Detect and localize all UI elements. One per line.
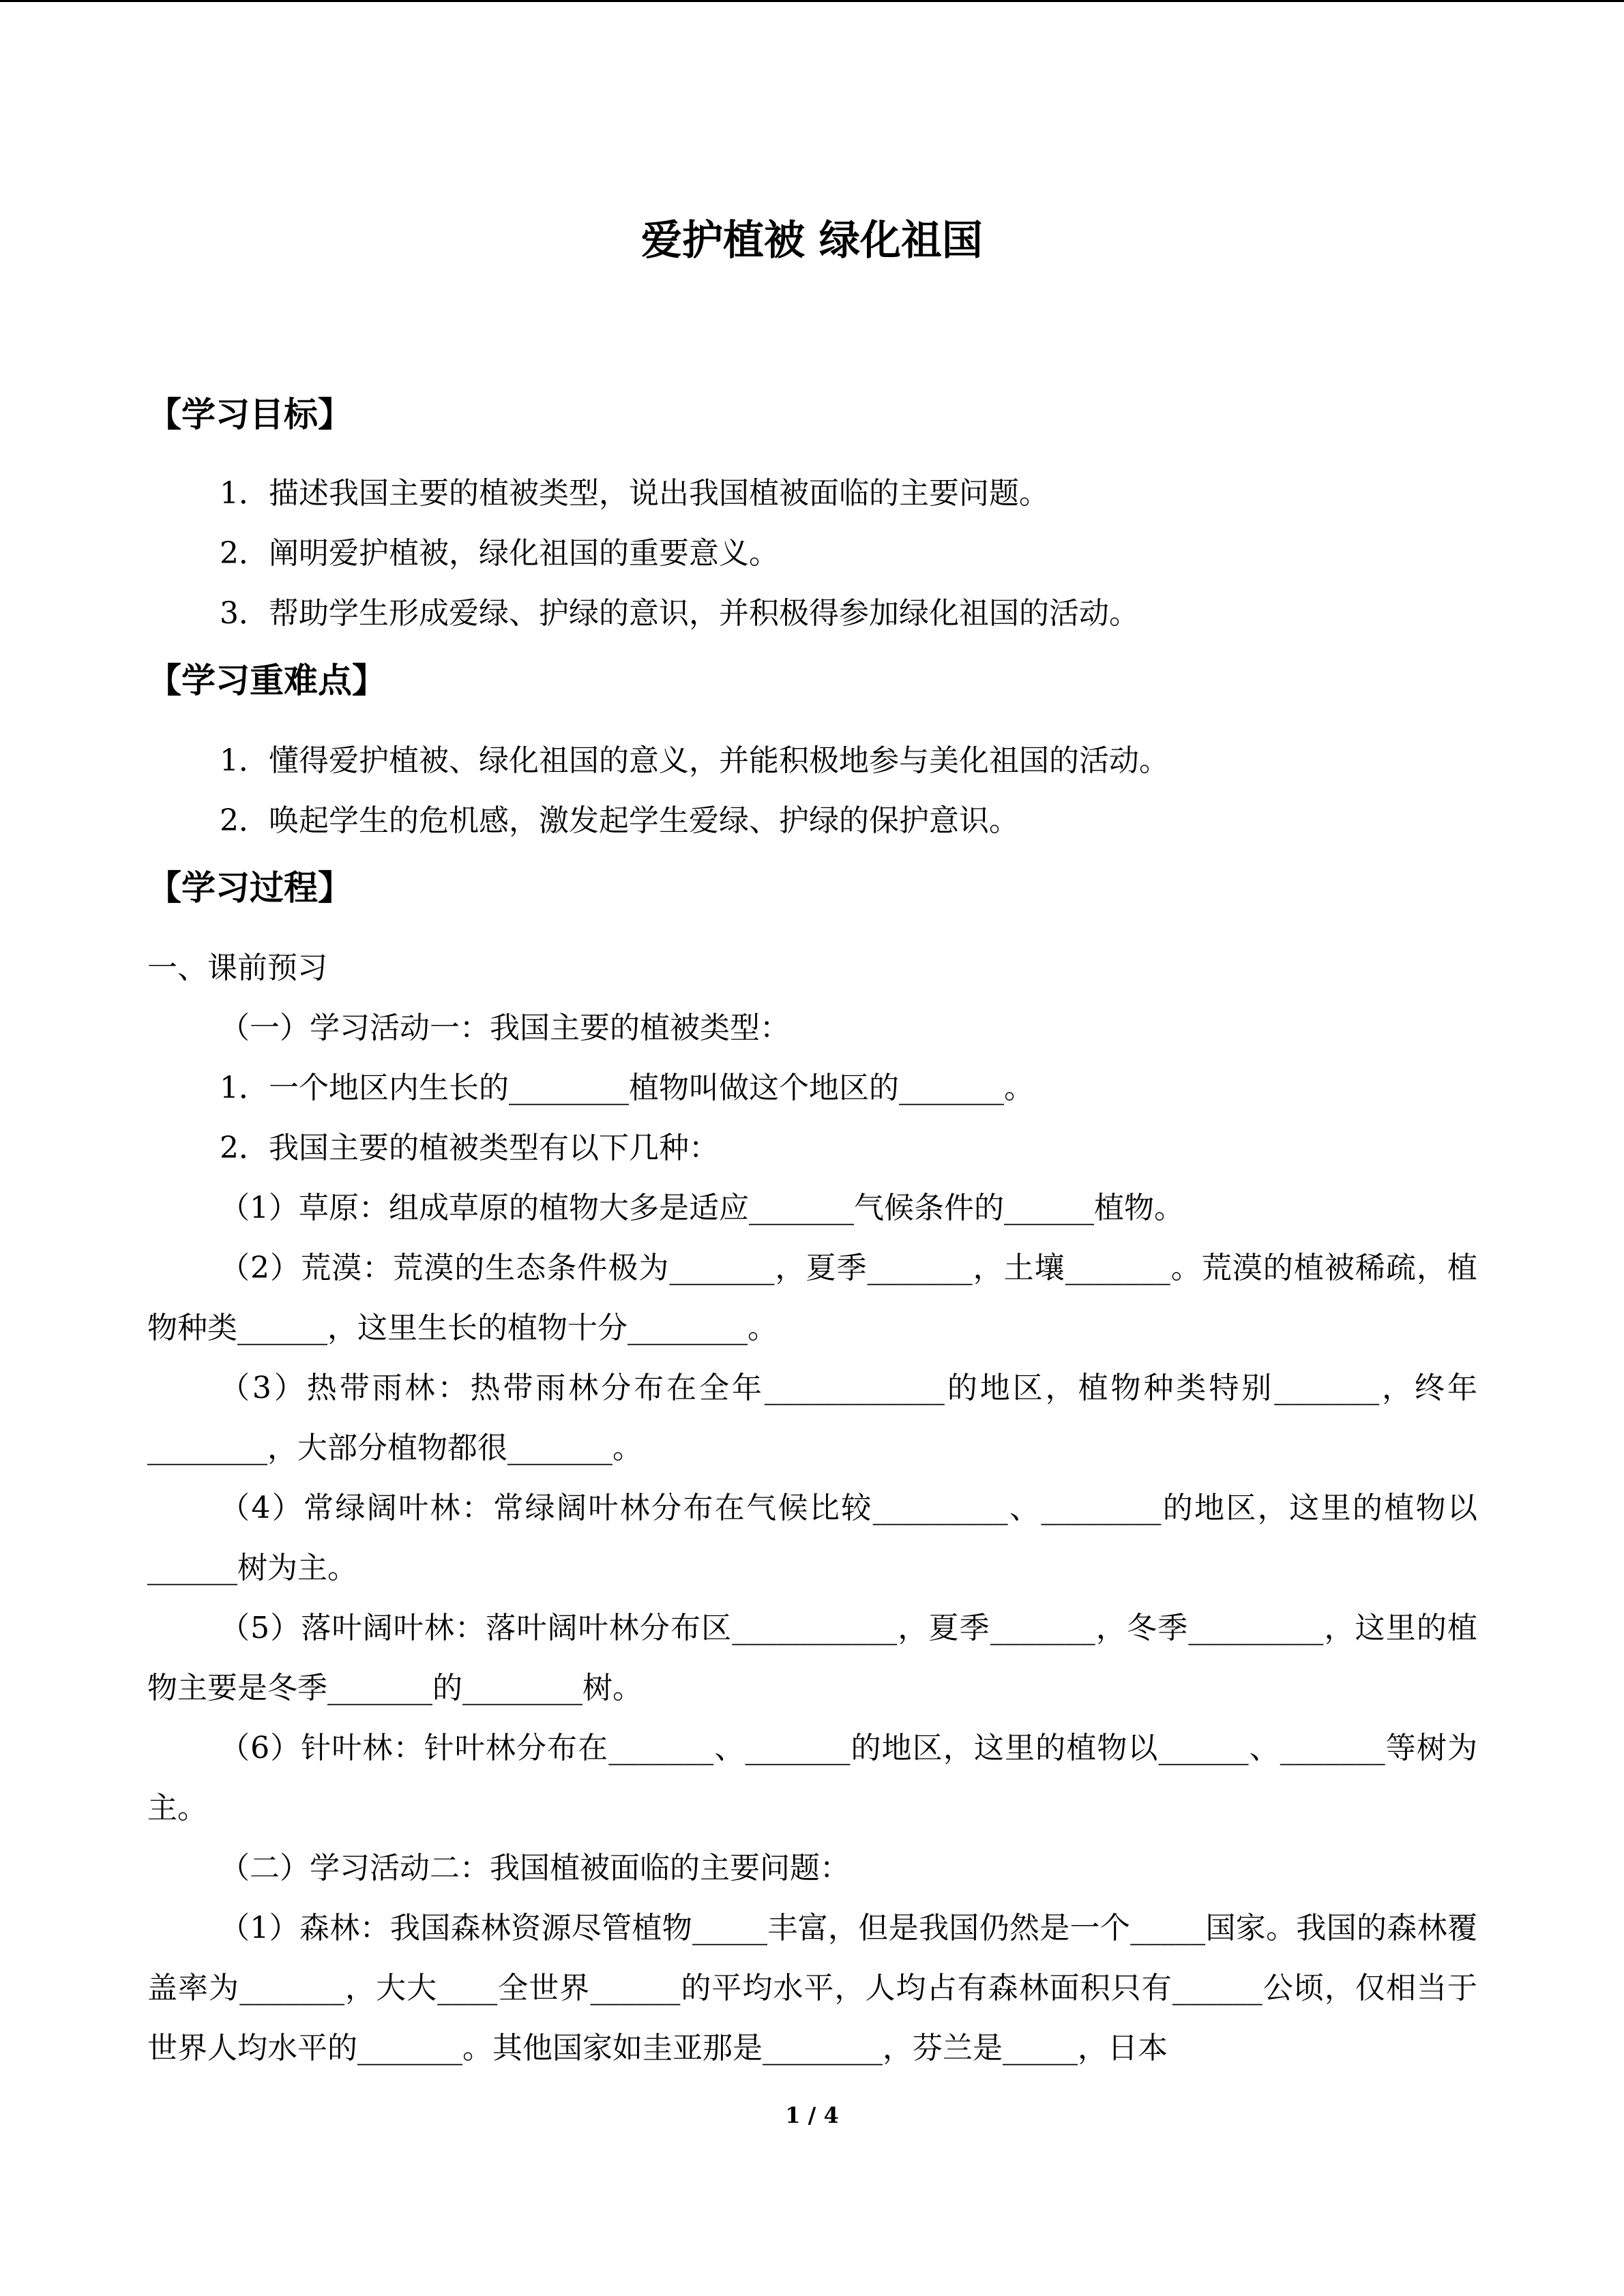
grassland-item: （1）草原：组成草原的植物大多是适应_______气候条件的______植物。: [220, 1191, 1184, 1225]
rainforest-item: （3）热带雨林：热带雨林分布在全年____________的地区，植物种类特别_______，终年________，大部分植物都很_______。: [147, 1371, 1477, 1465]
top-border: [0, 0, 1624, 2]
goal-item: 1．描述我国主要的植被类型，说出我国植被面临的主要问题。: [220, 476, 1049, 511]
process-heading: 【学习过程】: [147, 868, 352, 908]
deciduous-forest-item: （5）落叶阔叶林：落叶阔叶林分布区___________，夏季_______，冬季_________，这里的植物主要是冬季_______的________树。: [147, 1611, 1477, 1705]
key-point-item: 1．懂得爱护植被、绿化祖国的意义，并能积极地参与美化祖国的活动。: [220, 743, 1169, 778]
activity-heading: （二）学习活动二：我国植被面临的主要问题：: [220, 1851, 850, 1885]
question-2: 2．我国主要的植被类型有以下几种：: [220, 1131, 719, 1165]
conifer-forest-item: （6）针叶林：针叶林分布在_______、_______的地区，这里的植物以______、_______等树为主。: [147, 1731, 1477, 1825]
forest-item: （1）森林：我国森林资源尽管植物_____丰富，但是我国仍然是一个_____国家。我国的森林覆盖率为_______，大大____全世界______的平均水平，人均占有森林面积只有______公顷，仅相当于世界人均水平的_______。其他国家如圭亚那是________，芬兰是_____，日本: [147, 1911, 1477, 2066]
activity-heading: （一）学习活动一：我国主要的植被类型：: [220, 1011, 790, 1045]
document-title: 爱护植被 绿化祖国: [641, 217, 983, 265]
goal-item: 3．帮助学生形成爱绿、护绿的意识，并积极得参加绿化祖国的活动。: [220, 596, 1139, 631]
section-heading: 一、课前预习: [147, 951, 327, 985]
key-points-heading: 【学习重难点】: [147, 661, 386, 700]
key-point-item: 2．唤起学生的危机感，激发起学生爱绿、护绿的保护意识。: [220, 803, 1019, 838]
question-1: 1．一个地区内生长的________植物叫做这个地区的_______。: [220, 1071, 1034, 1105]
page-number: 1 / 4: [785, 2102, 839, 2128]
desert-item: （2）荒漠：荒漠的生态条件极为_______，夏季_______，土壤_______。荒漠的植被稀疏，植物种类______，这里生长的植物十分________。: [147, 1251, 1477, 1345]
goals-heading: 【学习目标】: [147, 395, 352, 434]
goal-item: 2．阐明爱护植被，绿化祖国的重要意义。: [220, 536, 779, 571]
evergreen-forest-item: （4）常绿阔叶林：常绿阔叶林分布在气候比较_________、________的地区，这里的植物以______树为主。: [147, 1491, 1477, 1585]
